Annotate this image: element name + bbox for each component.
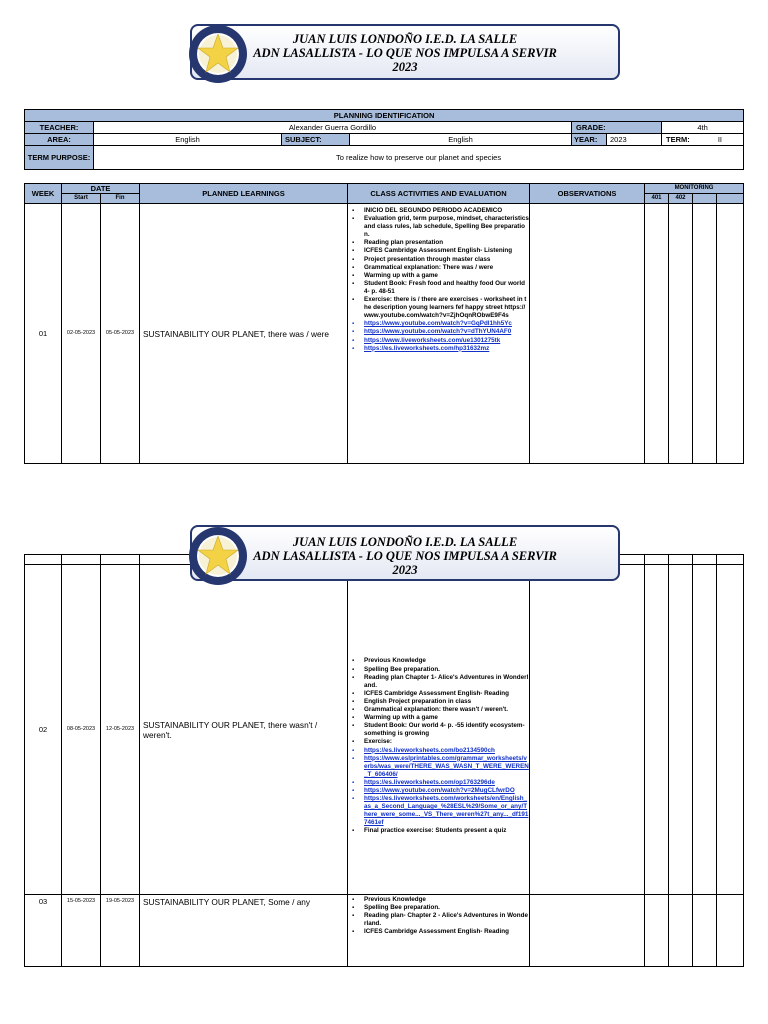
activity-link[interactable]: ▪ https://www.eslprintables.com/grammar_worksheets/verbs/was_were/THERE_WAS_WASN_T_WERE_WEREN_T_606406/ xyxy=(364,755,529,779)
monitoring-empty-2 xyxy=(717,194,744,204)
monitoring-402: 402 xyxy=(669,194,693,204)
activity-item: ▪ Previous Knowledge xyxy=(364,896,529,904)
planning-table-continued xyxy=(24,554,744,967)
term-purpose-label: TERM PURPOSE: xyxy=(25,146,94,170)
blank-cell xyxy=(25,555,62,565)
year-value xyxy=(607,134,662,146)
activities-list xyxy=(348,896,529,936)
monitoring-cell xyxy=(693,565,717,895)
monitoring-cell xyxy=(645,565,669,895)
activity-item: ▪ Reading plan- Chapter 2 - Alice's Adventures in Wonderland. xyxy=(364,912,529,928)
fin-date: 12-05-2023 xyxy=(101,565,140,895)
activities-cell xyxy=(348,204,530,464)
table-row xyxy=(25,895,744,967)
planning-table xyxy=(24,183,744,464)
blank-cell xyxy=(645,555,669,565)
activities-list xyxy=(348,657,529,835)
activity-item: ▪ Grammatical explanation: there wasn't / weren't. xyxy=(364,706,529,714)
activity-item: ▪ Final practice exercise: Students present a quiz xyxy=(364,827,529,835)
area-label: AREA: xyxy=(25,134,94,146)
activity-item: ▪ Spelling Bee preparation. xyxy=(364,904,529,912)
planned-learning: SUSTAINABILITY OUR PLANET, there was / were xyxy=(140,204,348,464)
blank-cell xyxy=(62,555,101,565)
monitoring-cell xyxy=(669,565,693,895)
blank-cell xyxy=(693,555,717,565)
start-date: 08-05-2023 xyxy=(62,565,101,895)
year-value-text: 2023 xyxy=(610,135,627,144)
school-motto: ADN LASALLISTA - LO QUE NOS IMPULSA A SERVIR xyxy=(253,549,557,563)
monitoring-cell xyxy=(693,895,717,967)
activity-item: ▪ Warming up with a game xyxy=(364,714,529,722)
school-logo xyxy=(188,526,248,586)
fin-date: 19-05-2023 xyxy=(101,895,140,967)
monitoring-cell xyxy=(669,895,693,967)
fin-date: 05-05-2023 xyxy=(101,204,140,464)
term-label: TERM: xyxy=(666,135,690,144)
monitoring-cell xyxy=(717,895,744,967)
observations-cell xyxy=(530,565,645,895)
start-date: 02-05-2023 xyxy=(62,204,101,464)
week-number: 03 xyxy=(25,895,62,967)
planning-identification-title: PLANNING IDENTIFICATION xyxy=(25,110,744,122)
blank-cell xyxy=(717,555,744,565)
observations-header: OBSERVATIONS xyxy=(530,184,645,204)
school-year: 2023 xyxy=(392,60,418,74)
teacher-label: TEACHER: xyxy=(25,122,94,134)
activity-item: ▪ Student Book: Fresh food and healthy food Our world 4- p. 48-51 xyxy=(364,280,529,296)
monitoring-cell xyxy=(669,204,693,464)
activities-list xyxy=(348,207,529,353)
activity-link[interactable]: ▪ https://es.liveworksheets.com/bo2134590ch xyxy=(364,747,529,755)
planned-learning: SUSTAINABILITY OUR PLANET, there wasn't / weren't. xyxy=(140,565,348,895)
subject-value: English xyxy=(350,134,572,146)
activity-link[interactable]: ▪ https://es.liveworksheets.com/worksheets/en/English_as_a_Second_Language_%28ESL%29/Some_or_any/There_were_some..._VS_There_weren%27t_any..._df1917461ef xyxy=(364,795,529,827)
planned-learnings-header: PLANNED LEARNINGS xyxy=(140,184,348,204)
year-label: YEAR: xyxy=(572,134,607,146)
activity-item: ▪ English Project preparation in class xyxy=(364,698,529,706)
activity-link[interactable]: ▪ https://www.liveworksheets.com/ue1301275tk xyxy=(364,337,529,345)
activity-item: ▪ Exercise: there is / there are exercises - worksheet in the description young learners fef happy street https://www.youtube.com/watch?v=ZjhOqnRObwE9F4s xyxy=(364,296,529,320)
activities-cell xyxy=(348,565,530,895)
start-header: Start xyxy=(62,194,101,204)
date-header: DATE xyxy=(62,184,140,194)
activity-item: ▪ Spelling Bee preparation. xyxy=(364,666,529,674)
blank-cell xyxy=(101,555,140,565)
activities-header: CLASS ACTIVITIES AND EVALUATION xyxy=(348,184,530,204)
activity-item: ▪ ICFES Cambridge Assessment English- Reading xyxy=(364,928,529,936)
monitoring-cell xyxy=(693,204,717,464)
start-date: 15-05-2023 xyxy=(62,895,101,967)
planned-learning: SUSTAINABILITY OUR PLANET, Some / any xyxy=(140,895,348,967)
monitoring-header: MONITORING xyxy=(645,184,744,194)
activity-item: ▪ Warming up with a game xyxy=(364,272,529,280)
term-cell xyxy=(662,134,744,146)
fin-header: Fin xyxy=(101,194,140,204)
activity-item: ▪ Reading plan Chapter 1- Alice's Adventures in Wonderland. xyxy=(364,674,529,690)
activity-link[interactable]: ▪ https://www.youtube.com/watch?v=2MugCLfwrDO xyxy=(364,787,529,795)
activity-link[interactable]: ▪ https://www.youtube.com/watch?v=dThYUN4AF0 xyxy=(364,328,529,336)
activity-item: ▪ Previous Knowledge xyxy=(364,657,529,665)
school-year: 2023 xyxy=(392,563,418,577)
header-banner xyxy=(190,24,620,80)
monitoring-401: 401 xyxy=(645,194,669,204)
table-row xyxy=(25,204,744,464)
area-value: English xyxy=(94,134,282,146)
monitoring-cell xyxy=(645,895,669,967)
school-name: JUAN LUIS LONDOÑO I.E.D. LA SALLE xyxy=(292,535,518,549)
activity-item: ▪ ICFES Cambridge Assessment English- Reading xyxy=(364,690,529,698)
week-number: 02 xyxy=(25,565,62,895)
observations-cell xyxy=(530,895,645,967)
table-row xyxy=(25,565,744,895)
week-header: WEEK xyxy=(25,184,62,204)
grade-value: 4th xyxy=(662,122,744,134)
activity-link[interactable]: ▪ https://es.liveworksheets.com/op1763296de xyxy=(364,779,529,787)
school-motto: ADN LASALLISTA - LO QUE NOS IMPULSA A SERVIR xyxy=(253,46,557,60)
teacher-value: Alexander Guerra Gordillo xyxy=(94,122,572,134)
activity-item: ▪ Evaluation grid, term purpose, mindset, characteristics and class rules, lab schedule, Spelling Bee preparation. xyxy=(364,215,529,239)
observations-cell xyxy=(530,204,645,464)
week-number: 01 xyxy=(25,204,62,464)
school-name: JUAN LUIS LONDOÑO I.E.D. LA SALLE xyxy=(292,32,518,46)
activity-link[interactable]: ▪ https://es.liveworksheets.com/hp31632mz xyxy=(364,345,529,353)
planning-identification-table xyxy=(24,109,744,170)
activity-item: ▪ ICFES Cambridge Assessment English- Listening xyxy=(364,247,529,255)
blank-cell xyxy=(669,555,693,565)
monitoring-cell xyxy=(717,565,744,895)
activities-cell xyxy=(348,895,530,967)
activity-link[interactable]: ▪ https://www.youtube.com/watch?v=GqPdl1hh5Yc xyxy=(364,320,529,328)
activity-item: ▪ Exercise: xyxy=(364,738,529,746)
term-value: II xyxy=(717,135,723,144)
activity-item: ▪ Project presentation through master class xyxy=(364,256,529,264)
activity-item: ▪ Grammatical explanation: There was / were xyxy=(364,264,529,272)
monitoring-empty-1 xyxy=(693,194,717,204)
subject-label: SUBJECT: xyxy=(282,134,350,146)
activity-item: ▪ Student Book: Our world 4- p. -55 identify ecosystem- something is growing xyxy=(364,722,529,738)
school-logo xyxy=(188,24,248,84)
activity-item: ▪ Reading plan presentation xyxy=(364,239,529,247)
header-banner-2 xyxy=(190,525,620,581)
term-purpose-value: To realize how to preserve our planet and species xyxy=(94,146,744,170)
monitoring-cell xyxy=(717,204,744,464)
monitoring-cell xyxy=(645,204,669,464)
grade-label: GRADE: xyxy=(572,122,662,134)
activity-item: ▪ INICIO DEL SEGUNDO PERIODO ACADEMICO xyxy=(364,207,529,215)
